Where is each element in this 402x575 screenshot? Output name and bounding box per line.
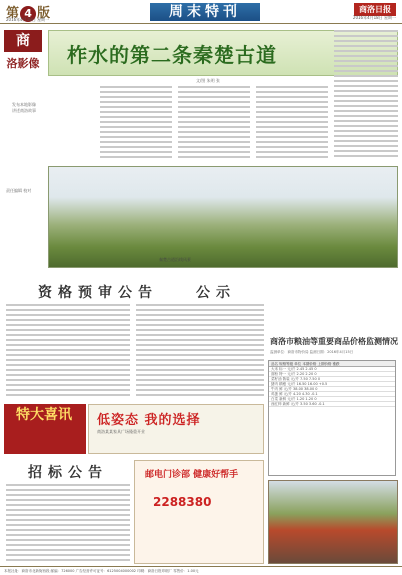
article-byline: 文/图 朱明 张	[196, 78, 220, 83]
ad-headline: 邮电门诊部 健康好帮手	[145, 470, 239, 480]
text-lines	[256, 86, 328, 158]
notice-text-tender	[6, 484, 130, 564]
table-row: 鸡蛋 鲜 元/斤 4.20 4.30 -0.1	[269, 392, 395, 397]
ad-subline: 商洛某某家具广场隆重开业	[97, 429, 145, 434]
table-row: 白菜 新鲜 元/斤 1.20 1.20 0	[269, 397, 395, 402]
edition-suffix: 版	[37, 6, 51, 21]
notice-text-prequal-2	[136, 304, 264, 400]
event-photo	[268, 480, 398, 564]
table-row: 猪肉 精瘦 元/斤 16.50 16.00 +0.5	[269, 382, 395, 387]
price-table-title: 商洛市粮油等重要商品价格监测情况	[270, 337, 398, 346]
ad-phone: 2288380	[153, 495, 212, 509]
article-column-4	[334, 8, 398, 162]
notice-title-publicity: 公示	[196, 285, 236, 301]
article-column-1	[100, 86, 172, 162]
advertisement-furniture	[88, 404, 264, 454]
ad-headline: 低姿态 我的选择	[97, 413, 201, 428]
article-title: 柞水的第二条秦楚古道	[67, 43, 277, 67]
notice-title-tender: 招标公告	[28, 465, 108, 481]
header-date: 2016年4月18日 星期一	[6, 17, 50, 22]
text-lines	[334, 30, 398, 157]
article-column-3	[256, 86, 328, 162]
weekly-title: 周末特刊	[150, 3, 260, 21]
text-lines	[100, 86, 172, 158]
sidebar-title: 洛影像	[6, 57, 40, 70]
ad-headline: 特大喜讯	[16, 407, 72, 423]
text-lines	[6, 304, 130, 396]
sidebar-editor: 责任编辑 校对	[6, 188, 32, 193]
notice-title-prequal: 资格预审公告	[38, 285, 158, 301]
table-row: 西红柿 新鲜 元/斤 3.50 3.60 -0.1	[269, 402, 395, 407]
table-row: 菜籽油 散装 元/斤 7.50 7.50 0	[269, 377, 395, 382]
edition-prefix: 第	[6, 6, 20, 21]
edition-number: 4	[20, 6, 36, 22]
table-row: 牛肉 鲜 元/斤 38.00 38.00 0	[269, 387, 395, 392]
table-row: 面粉 特一 元/斤 2.20 2.20 0	[269, 372, 395, 377]
text-lines	[178, 86, 250, 158]
advertisement-clinic	[134, 460, 264, 564]
text-lines	[6, 484, 130, 561]
sidebar	[4, 30, 44, 230]
notice-text-prequal	[6, 304, 130, 400]
text-lines	[136, 304, 264, 396]
price-table-subtitle: 监测单位：商洛市物价局 监测日期：2016年4月15日	[270, 350, 354, 354]
advertisement-special	[4, 404, 86, 454]
sidebar-slogan: 发布本地影像 讲述商洛故事	[12, 102, 36, 113]
article-column-2	[178, 86, 250, 162]
paper-name: 商洛日报	[354, 3, 396, 16]
table-row: 大米 标一 元/斤 2.45 2.45 0	[269, 367, 395, 372]
price-table-header: 品名 规格等级 单位 本期价格 上期价格 涨跌	[269, 361, 395, 367]
price-table	[268, 360, 396, 476]
photo-caption: 秦楚古道沿线风景	[159, 257, 191, 262]
issue-line: 2016年4月18日 星期一	[352, 15, 396, 20]
landscape-photo	[48, 166, 398, 268]
page-footer: 本报社址：商洛市北新街西段 邮编：726000 广告经营许可证号：6125004000002 印刷：商洛日报印刷厂 零售价：1.00元	[0, 566, 402, 575]
sidebar-badge: 商	[4, 30, 42, 52]
